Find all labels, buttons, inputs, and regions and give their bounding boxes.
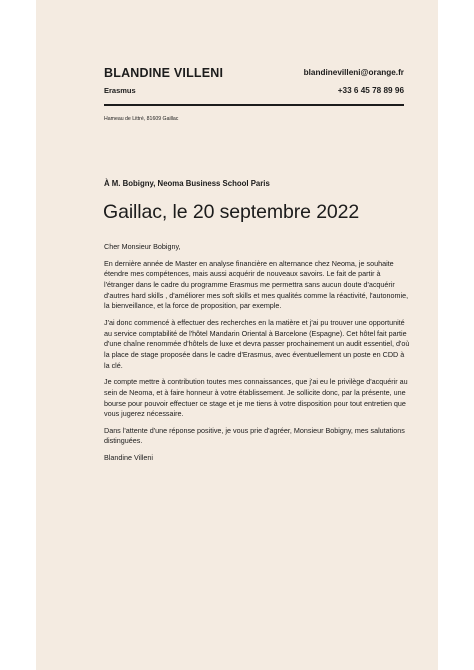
- sender-email: blandinevilleni@orange.fr: [303, 68, 404, 77]
- place-date-heading: Gaillac, le 20 septembre 2022: [103, 201, 360, 223]
- sender-name: BLANDINE VILLENI: [104, 66, 224, 80]
- letter-signature: Blandine Villeni: [104, 452, 154, 462]
- letter-paragraph: En dernière année de Master en analyse financière en alternance chez Neoma, je souhaite étendre mes compétences, mais aussi acquérir de nouveaux savoirs. Le fait de partir à l'étranger dans le cadre du programme Erasmus me permettra sans aucun doute d'acquérir d'autres hard skills , d'améliorer mes soft skills et mes qualités comme la réactivité, l'autonomie, la bienveillance, et la force de proposition, par exemple.: [104, 258, 409, 311]
- letter-paragraph: Dans l'attente d'une réponse positive, je vous prie d'agréer, Monsieur Bobigny, mes salutations distinguées.: [104, 425, 405, 446]
- letter-paragraph: J'ai donc commencé à effectuer des recherches en la matière et j'ai pu trouver une opportunité au service comptabilité de l'hôtel Mandarin Oriental à Barcelone (Espagne). Cet hôtel fait partie d'une chaîne renommée d'hôtels de luxe et devra passer prochainement un audit essentiel, d'où la place de stage proposée dans le cadre d'Erasmus, avec éventuellement un poste en CDD à la clé.: [104, 317, 410, 370]
- sender-phone: +33 6 45 78 89 96: [337, 86, 404, 95]
- sender-address: Hameau de Littré, 81609 Gaillac: [104, 116, 179, 122]
- letter-page: [36, 0, 438, 670]
- letter-paragraph: Je compte mettre à contribution toutes mes connaissances, que j'ai eu le privilège d'acquérir au sein de Neoma, et à faire honneur à votre établissement. Je sollicite donc, par la présente, une bourse pour pouvoir effectuer ce stage et je me tiens à votre disposition pour tout entretien que vous jugerez nécessaire.: [104, 377, 408, 419]
- letter-body: [104, 242, 410, 469]
- letter-greeting: Cher Monsieur Bobigny,: [104, 242, 181, 251]
- recipient-line: À M. Bobigny, Neoma Business School Paris: [104, 179, 270, 188]
- sender-subtitle: Erasmus: [104, 86, 136, 95]
- header-divider: [104, 104, 404, 106]
